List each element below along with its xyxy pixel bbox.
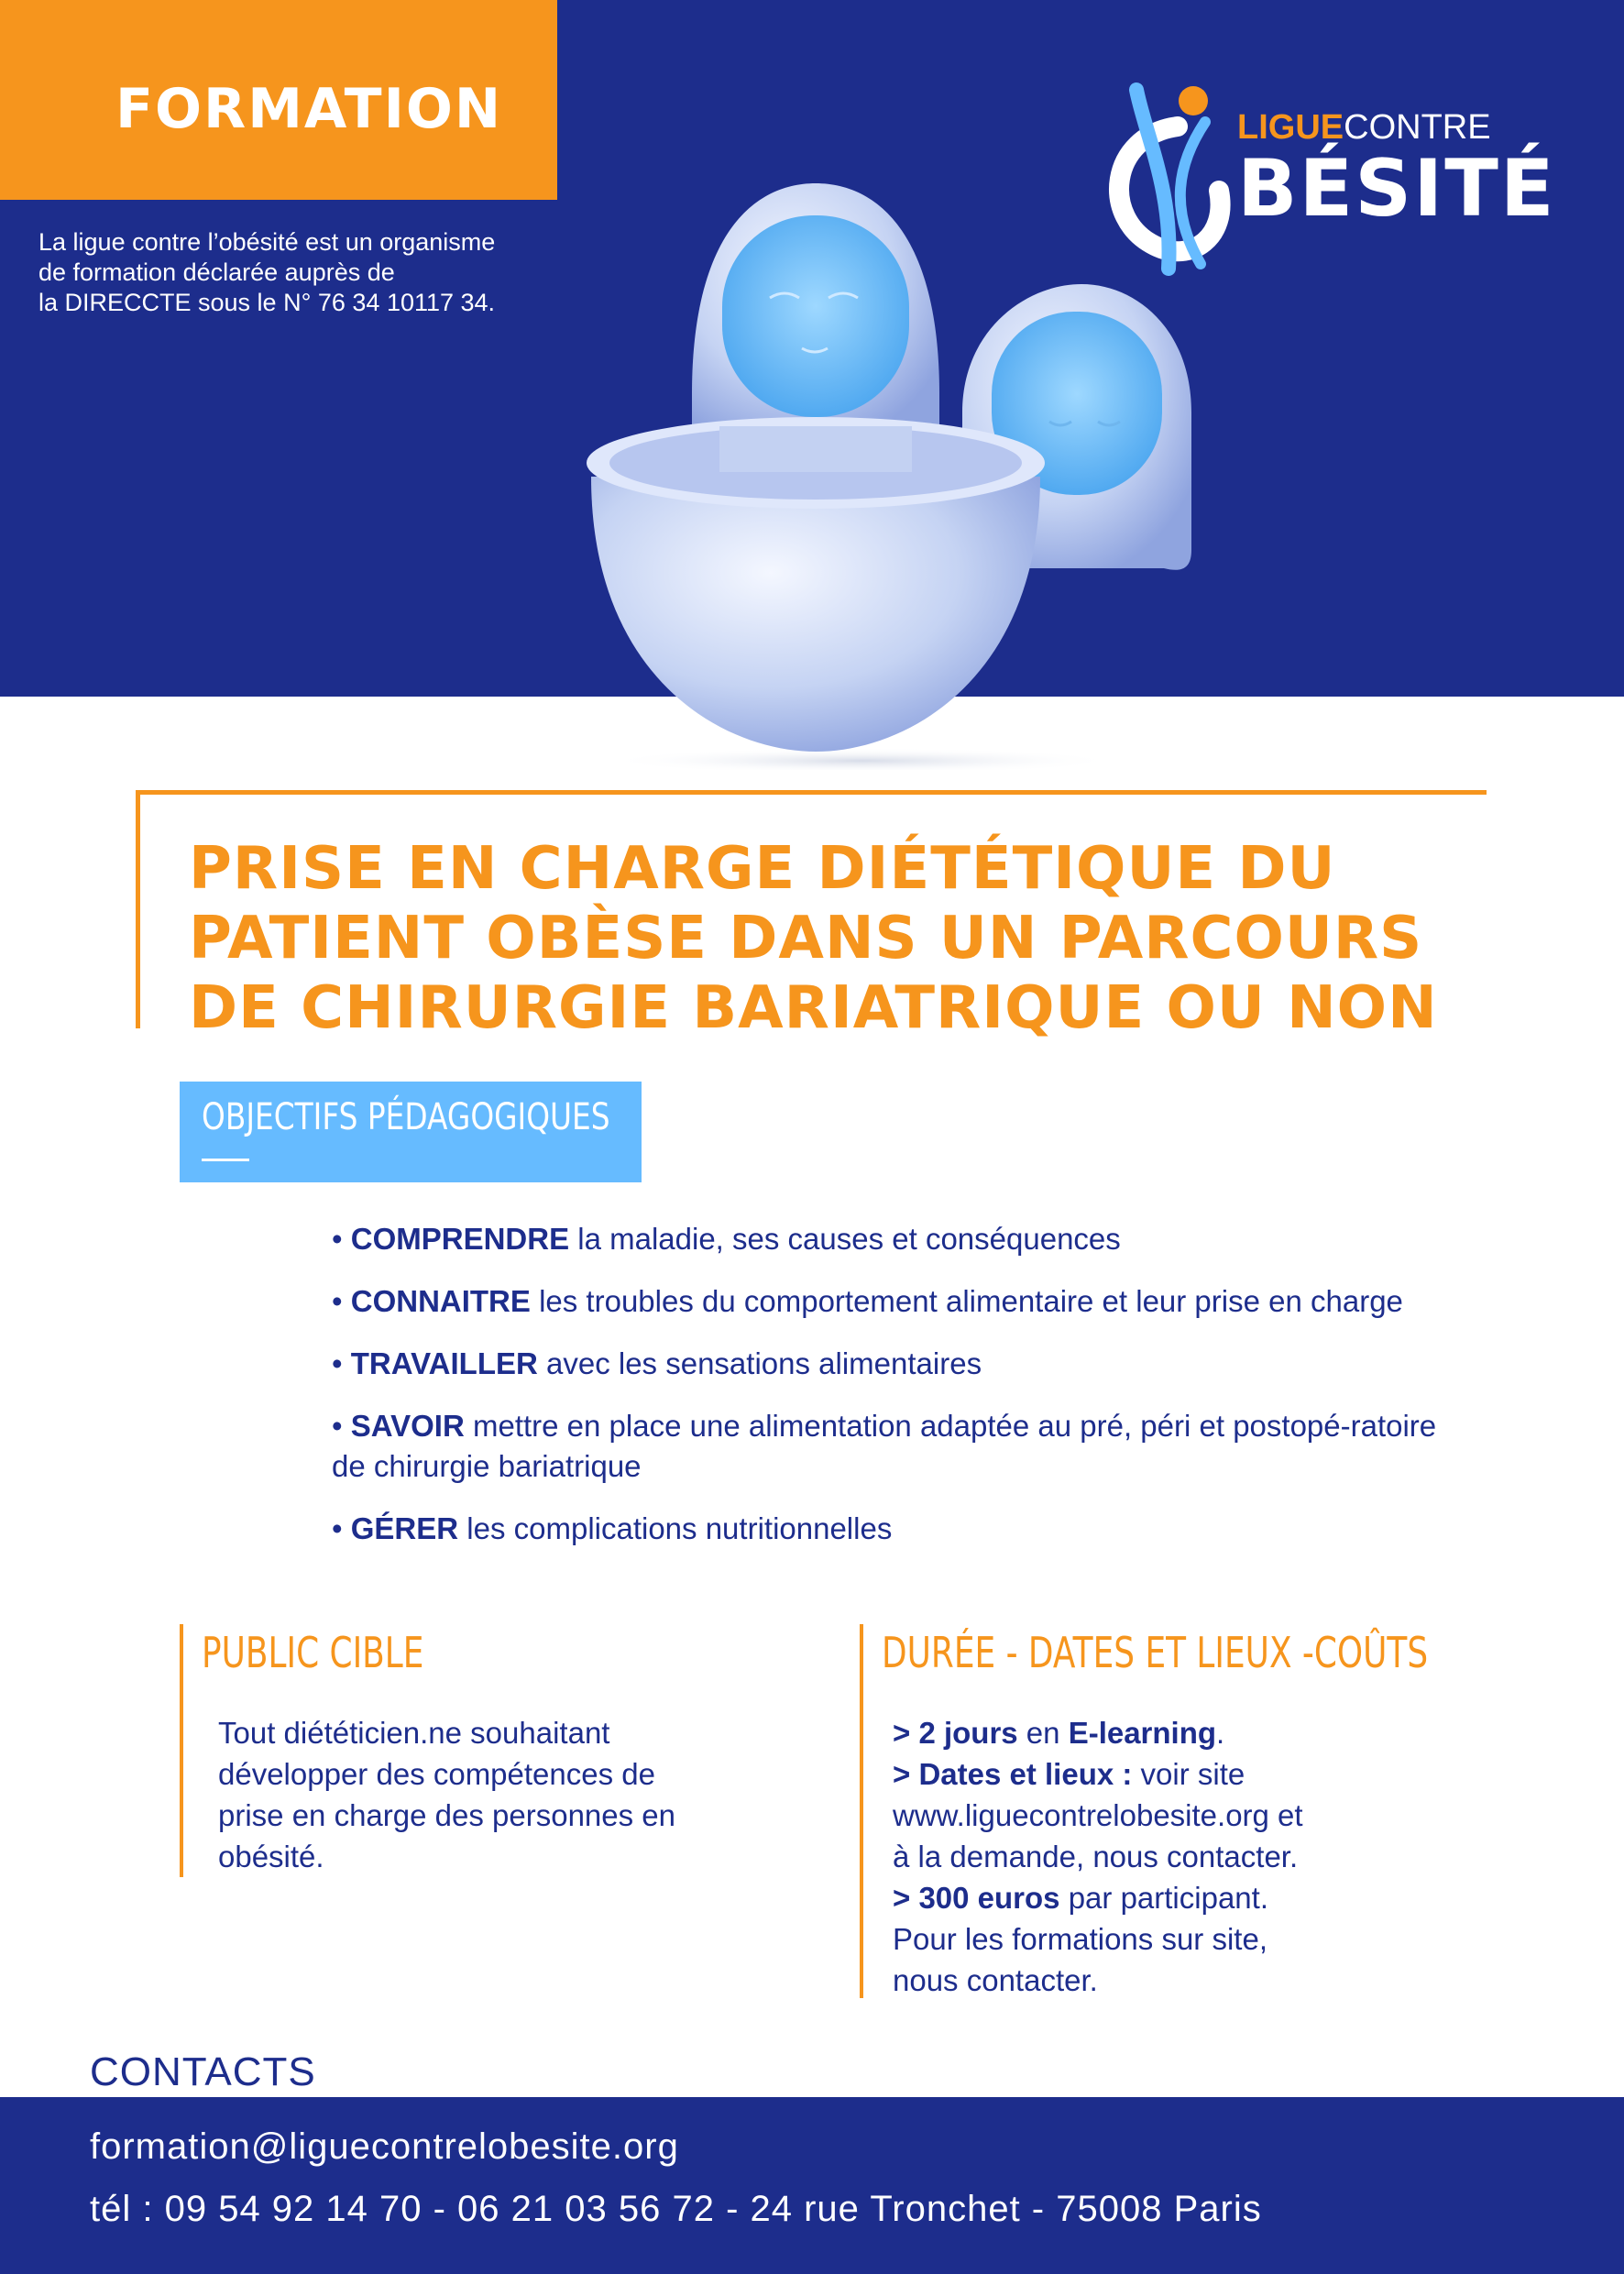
duration-text-part: par participant. xyxy=(1059,1881,1268,1915)
objective-keyword: GÉRER xyxy=(350,1511,459,1545)
objectives-heading: OBJECTIFS PÉDAGOGIQUES xyxy=(202,1096,610,1138)
contacts-heading: CONTACTS xyxy=(90,2049,316,2094)
course-title-line: PATIENT OBÈSE DANS UN PARCOURS xyxy=(189,905,1423,972)
logo-ligue-word: LIGUE xyxy=(1237,108,1344,147)
public-cible-line: obésité. xyxy=(218,1840,324,1873)
objective-text: mettre en place une alimentation adaptée au pré, péri et postopé-ratoire de chirurgie bariatrique xyxy=(332,1409,1437,1483)
price-label: > 300 euros xyxy=(893,1881,1060,1915)
duration-mode: E-learning xyxy=(1068,1716,1217,1750)
dates-lieux-label: > Dates et lieux : xyxy=(893,1757,1133,1791)
org-note-line: la DIRECCTE sous le N° 76 34 10117 34. xyxy=(38,289,496,316)
objectives-heading-box xyxy=(180,1082,642,1182)
duration-heading: DURÉE - DATES ET LIEUX -COÛTS xyxy=(882,1628,1429,1677)
org-note-line: La ligue contre l’obésité est un organisme xyxy=(38,228,496,256)
duration-line: Pour les formations sur site, xyxy=(893,1922,1267,1956)
formation-label-box xyxy=(0,0,557,200)
list-item: • SAVOIR mettre en place une alimentation adaptée au pré, péri et postopé-ratoire de chirurgie bariatrique xyxy=(332,1409,1437,1483)
duration-line xyxy=(893,1877,1303,1918)
course-title-frame xyxy=(136,790,1487,1042)
public-cible-line: développer des compétences de xyxy=(218,1757,655,1791)
list-item: • CONNAITRE les troubles du comportement alimentaire et leur prise en charge xyxy=(332,1284,1403,1318)
public-cible-line: prise en charge des personnes en xyxy=(218,1798,675,1832)
duration-line xyxy=(893,1753,1303,1795)
section-divider-line xyxy=(180,1624,183,1877)
public-cible-section xyxy=(180,1624,748,1877)
objective-keyword: SAVOIR xyxy=(350,1409,465,1443)
list-item: • COMPRENDRE la maladie, ses causes et conséquences xyxy=(332,1222,1121,1256)
formation-label: FORMATION xyxy=(115,77,503,141)
duration-days: > 2 jours xyxy=(893,1716,1018,1750)
logo-line-2: BÉSITÉ xyxy=(1237,143,1556,235)
course-title-line: PRISE EN CHARGE DIÉTÉTIQUE DU xyxy=(189,835,1336,903)
public-cible-text xyxy=(218,1712,675,1877)
title-frame-left-line xyxy=(136,790,140,1028)
objective-text: les troubles du comportement alimentaire et leur prise en charge xyxy=(539,1284,1403,1318)
duration-text-part: . xyxy=(1216,1716,1225,1750)
objective-text: la maladie, ses causes et conséquences xyxy=(577,1222,1121,1256)
public-cible-line: Tout diététicien.ne souhaitant xyxy=(218,1716,610,1750)
list-item: • GÉRER les complications nutritionnelles xyxy=(332,1511,893,1545)
hero-banner xyxy=(0,0,1624,697)
logo-line-1 xyxy=(1237,108,1491,148)
course-title-line: DE CHIRURGIE BARIATRIQUE OU NON xyxy=(189,974,1438,1042)
course-title xyxy=(189,834,1472,1043)
website-link[interactable]: www.liguecontrelobesite.org et xyxy=(893,1798,1303,1832)
duration-text-part: en xyxy=(1017,1716,1069,1750)
org-note-line: de formation déclarée auprès de xyxy=(38,258,395,286)
duration-line: nous contacter. xyxy=(893,1963,1098,1997)
organisation-note xyxy=(38,227,588,318)
objective-keyword: CONNAITRE xyxy=(350,1284,531,1318)
public-cible-heading: PUBLIC CIBLE xyxy=(202,1628,424,1677)
objective-text: avec les sensations alimentaires xyxy=(546,1346,982,1380)
title-frame-top-line xyxy=(136,790,1487,795)
duration-text xyxy=(893,1712,1303,2001)
objectives-heading-underline xyxy=(202,1159,249,1161)
duration-line xyxy=(893,1712,1303,1753)
duration-text-part: voir site xyxy=(1132,1757,1245,1791)
duration-line: à la demande, nous contacter. xyxy=(893,1840,1299,1873)
objectives-list xyxy=(332,1219,1468,1571)
logo-contre-word: CONTRE xyxy=(1344,108,1491,147)
section-divider-line xyxy=(860,1624,863,1998)
nesting-doll-illustration xyxy=(550,165,1246,770)
objective-keyword: TRAVAILLER xyxy=(350,1346,538,1380)
objective-keyword: COMPRENDRE xyxy=(350,1222,570,1256)
duration-section xyxy=(860,1624,1501,1998)
contact-phone-address: tél : 09 54 92 14 70 - 06 21 03 56 72 - 24 rue Tronchet - 75008 Paris xyxy=(90,2189,1262,2229)
contacts-footer xyxy=(0,2097,1624,2274)
list-item: • TRAVAILLER avec les sensations alimentaires xyxy=(332,1346,982,1380)
objective-text: les complications nutritionnelles xyxy=(466,1511,893,1545)
contact-email[interactable]: formation@liguecontrelobesite.org xyxy=(90,2126,679,2167)
